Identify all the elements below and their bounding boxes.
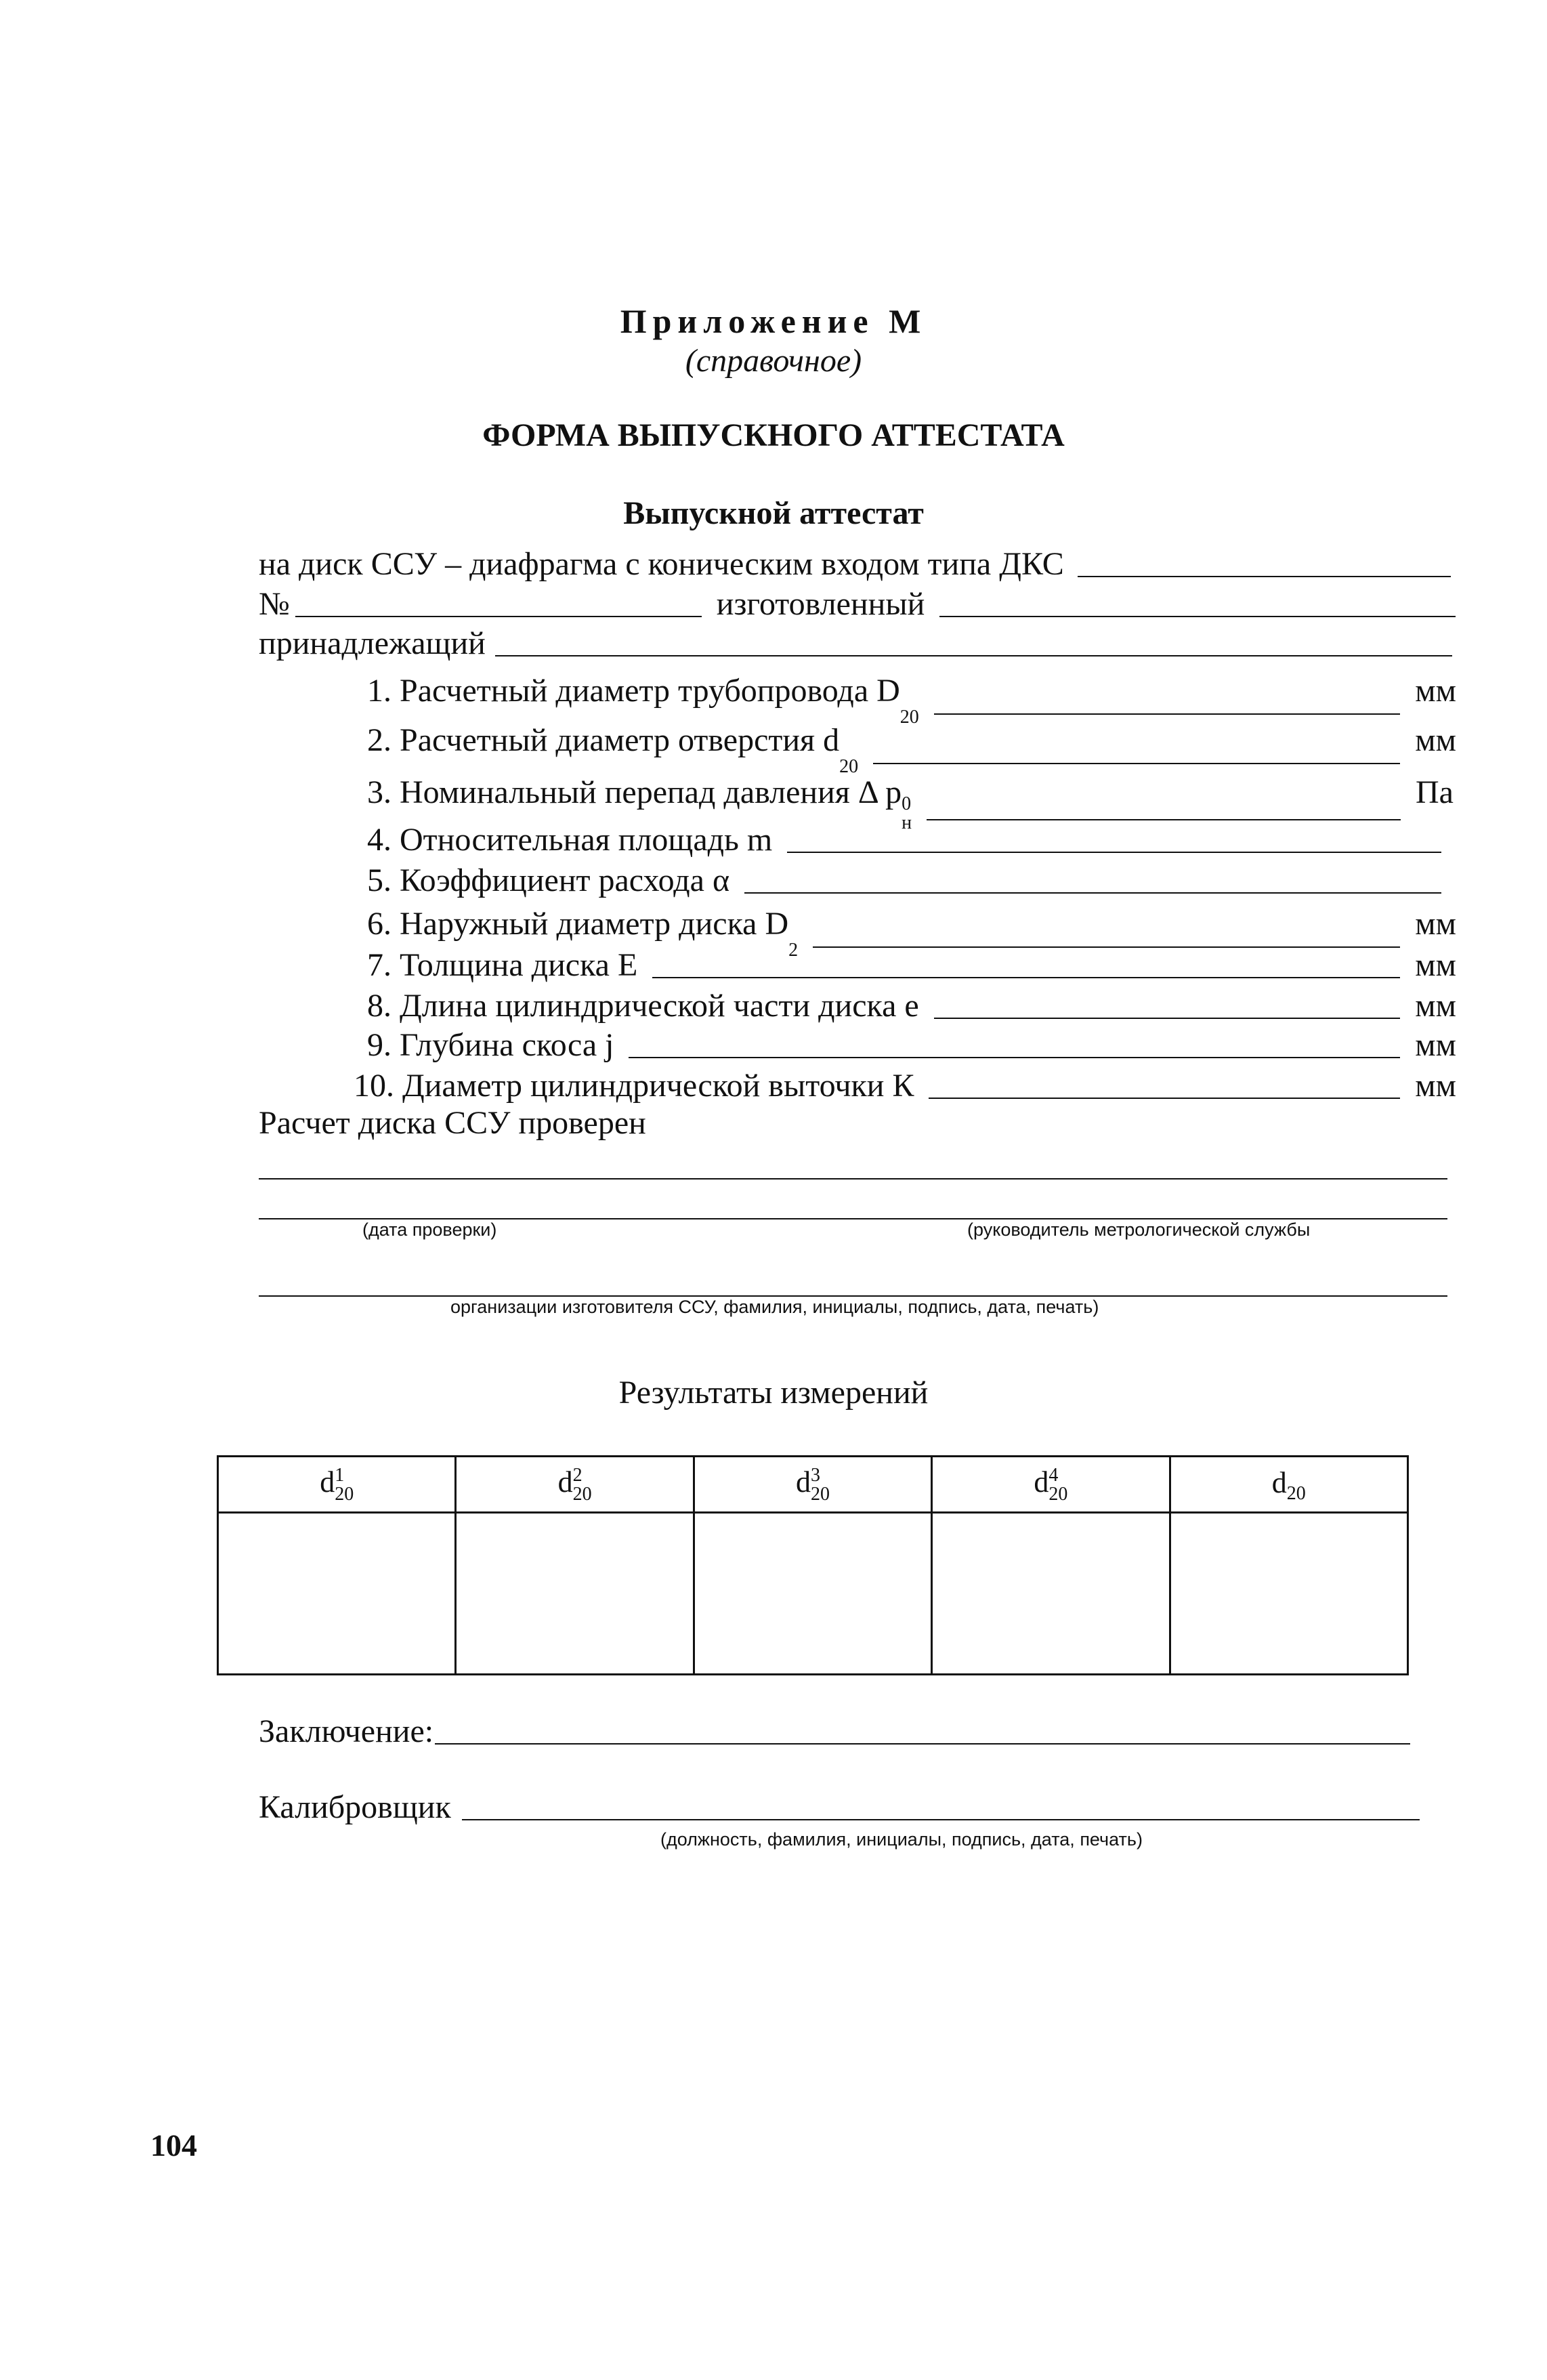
column-superscript <box>1287 1468 1306 1484</box>
results-value-cell[interactable] <box>1170 1513 1407 1675</box>
column-superscript: 1 <box>335 1464 345 1486</box>
item-value-field[interactable] <box>929 1098 1400 1099</box>
date-caption: (дата проверки) <box>362 1219 497 1240</box>
item-unit: мм <box>1415 722 1456 758</box>
column-superscript: 3 <box>810 1464 820 1486</box>
results-column-header <box>456 1457 694 1513</box>
item-row <box>367 946 1456 984</box>
results-value-cell[interactable] <box>456 1513 694 1675</box>
item-value-field[interactable] <box>934 1018 1401 1019</box>
item-subscript: 20 <box>839 756 859 777</box>
item-row <box>367 722 1456 777</box>
item-row <box>367 987 1456 1024</box>
item-label: 10. Диаметр цилиндрической выточки К <box>354 1068 914 1104</box>
appendix-title: Приложение М <box>620 302 927 340</box>
results-column-header <box>1170 1457 1407 1513</box>
conclusion-label: Заключение: <box>259 1713 434 1749</box>
item-unit: мм <box>1415 947 1456 983</box>
number-made-line <box>259 585 1461 623</box>
column-superscript: 4 <box>1048 1464 1059 1486</box>
column-index <box>1048 1466 1067 1504</box>
item-value-field[interactable] <box>927 819 1401 820</box>
column-symbol: d <box>320 1465 335 1499</box>
column-symbol: d <box>557 1465 573 1499</box>
results-table <box>217 1455 1409 1675</box>
item-unit: мм <box>1415 988 1456 1024</box>
column-subscript: 20 <box>1048 1483 1068 1505</box>
results-value-cell[interactable] <box>932 1513 1170 1675</box>
item-value-field[interactable] <box>629 1057 1400 1058</box>
item-row <box>367 1026 1456 1064</box>
disk-type-label: на диск ССУ – диафрагма с коническим входом типа ДКС <box>259 546 1064 582</box>
results-title: Результаты измерений <box>618 1375 929 1411</box>
item-label: 1. Расчетный диаметр трубопровода D <box>367 673 900 709</box>
made-label: изготовленный <box>716 586 925 622</box>
item-subscript: 20 <box>899 707 919 728</box>
column-index <box>1287 1468 1306 1503</box>
item-label: 5. Коэффициент расхода α <box>367 862 730 898</box>
appendix-reference: (справочное) <box>685 343 862 379</box>
org-caption: организации изготовителя ССУ, фамилия, инициалы, подпись, дата, печать) <box>450 1297 1099 1317</box>
item-label: 6. Наружный диаметр диска D <box>367 906 789 942</box>
owner-label: принадлежащий <box>259 625 486 661</box>
number-label: № <box>259 586 290 622</box>
column-symbol: d <box>1271 1466 1287 1500</box>
item-value-field[interactable] <box>744 892 1441 894</box>
check-line <box>259 1104 1458 1142</box>
page-number: 104 <box>150 2128 197 2163</box>
item-subscript: н <box>902 812 912 833</box>
made-field[interactable] <box>939 616 1456 617</box>
item-value-field[interactable] <box>652 977 1400 978</box>
results-column-header <box>218 1457 456 1513</box>
results-value-cell[interactable] <box>694 1513 931 1675</box>
column-index <box>335 1466 354 1504</box>
calibrator-caption: (должность, фамилия, инициалы, подпись, дата, печать) <box>660 1829 1143 1850</box>
results-header-row <box>218 1457 1408 1513</box>
item-unit: Па <box>1416 774 1454 810</box>
owner-line <box>259 625 1458 662</box>
item-superscript <box>839 744 858 757</box>
item-superscript <box>900 694 919 708</box>
calibrator-line <box>259 1789 1425 1826</box>
column-index <box>811 1466 830 1504</box>
item-unit: мм <box>1415 1068 1456 1104</box>
number-field[interactable] <box>295 616 702 617</box>
check-signature-line[interactable] <box>259 1178 1447 1179</box>
calibrator-label: Калибровщик <box>259 1789 451 1825</box>
check-label: Расчет диска ССУ проверен <box>259 1105 646 1141</box>
item-row <box>354 1067 1456 1104</box>
item-label: 8. Длина цилиндрической части диска e <box>367 988 919 1024</box>
conclusion-field[interactable] <box>435 1743 1410 1745</box>
item-value-field[interactable] <box>934 713 1400 715</box>
disk-type-line <box>259 545 1456 583</box>
column-subscript: 20 <box>810 1483 830 1505</box>
column-symbol: d <box>1034 1465 1049 1499</box>
column-subscript: 20 <box>335 1483 354 1505</box>
item-row <box>367 821 1456 858</box>
item-unit: мм <box>1415 1027 1456 1063</box>
certificate-title: Выпускной аттестат <box>623 495 924 531</box>
column-symbol: d <box>795 1465 811 1499</box>
item-label: 7. Толщина диска Е <box>367 947 638 983</box>
results-column-header <box>694 1457 931 1513</box>
conclusion-line <box>259 1713 1416 1750</box>
item-superscript: 0 <box>902 793 912 814</box>
item-unit: мм <box>1415 673 1456 709</box>
item-value-field[interactable] <box>873 763 1400 764</box>
results-value-row <box>218 1513 1408 1675</box>
item-row <box>367 774 1456 833</box>
item-label: 4. Относительная площадь m <box>367 822 773 858</box>
item-index <box>839 744 858 776</box>
column-superscript: 2 <box>572 1464 582 1486</box>
item-value-field[interactable] <box>787 852 1441 853</box>
column-index <box>573 1466 592 1504</box>
column-subscript: 20 <box>1286 1482 1306 1504</box>
item-row <box>367 672 1456 728</box>
form-title: ФОРМА ВЫПУСКНОГО АТТЕСТАТА <box>482 417 1065 453</box>
disk-type-field[interactable] <box>1078 576 1451 577</box>
item-row <box>367 862 1456 899</box>
item-superscript <box>788 927 798 941</box>
owner-field[interactable] <box>495 655 1452 656</box>
item-label: 9. Глубина скоса j <box>367 1027 614 1063</box>
item-label: 2. Расчетный диаметр отверстия d <box>367 722 840 758</box>
item-subscript: 2 <box>788 940 799 961</box>
item-label: 3. Номинальный перепад давления Δ p <box>367 774 902 810</box>
item-unit: мм <box>1415 906 1456 942</box>
results-value-cell[interactable] <box>218 1513 456 1675</box>
head-caption: (руководитель метрологической службы <box>967 1219 1311 1240</box>
calibrator-field[interactable] <box>462 1819 1420 1820</box>
results-column-header <box>932 1457 1170 1513</box>
column-subscript: 20 <box>572 1483 592 1505</box>
